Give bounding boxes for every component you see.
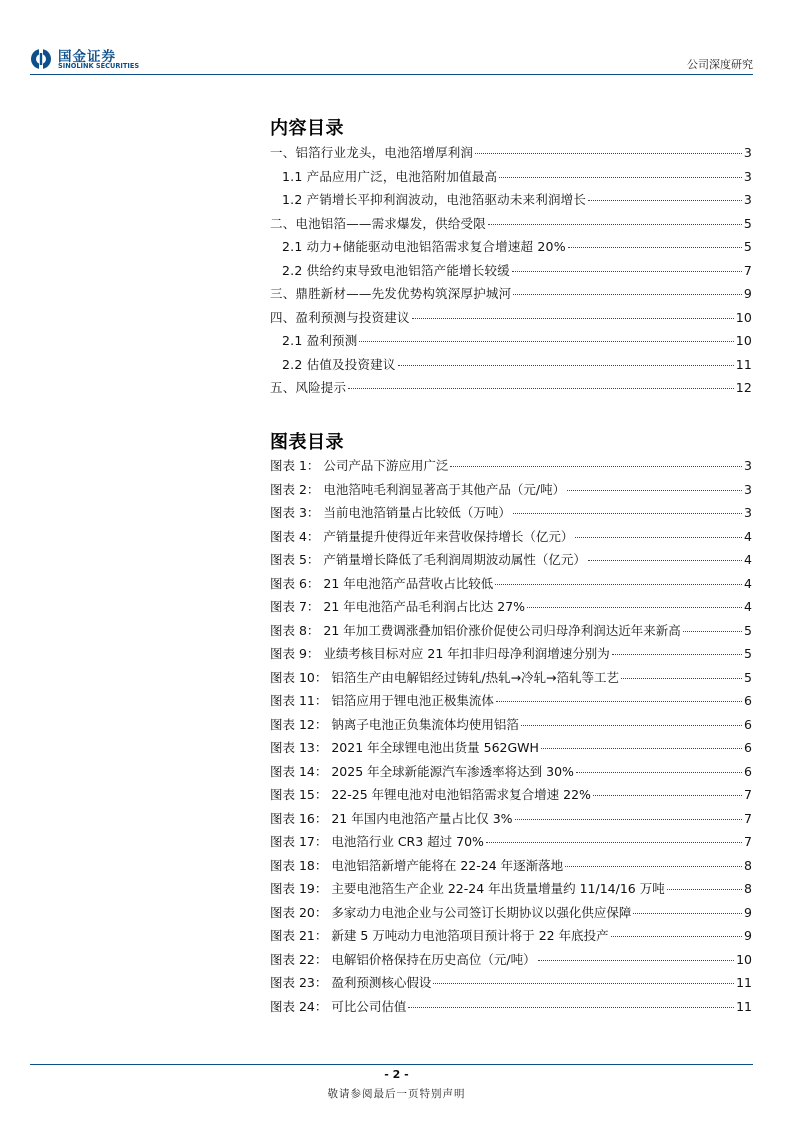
sinolink-logo-icon (30, 46, 52, 72)
figure-entry[interactable] (270, 973, 752, 997)
figure-entry-title: 图表 2： 电池箔吨毛利润显著高于其他产品（元/吨） (270, 481, 566, 497)
figure-entry-page-number: 4 (744, 552, 752, 567)
toc-entry-title: 1.2 产销增长平抑利润波动，电池箔驱动未来利润增长 (282, 192, 587, 207)
dot-leader (612, 654, 742, 655)
dot-leader (398, 365, 734, 366)
figure-entry[interactable] (270, 809, 752, 833)
toc-entry-page-number: 11 (735, 356, 752, 372)
figure-entry[interactable] (270, 621, 752, 645)
figure-entry-title: 图表 21： 新建 5 万吨动力电池箔项目预计将于 22 年底投产 (270, 928, 609, 943)
toc-entry-page-number: 10 (735, 333, 752, 348)
figure-entry-page-number: 11 (736, 975, 752, 990)
dot-leader (348, 388, 733, 389)
figure-entry-page-number: 5 (744, 622, 752, 638)
page-number: - 2 - (384, 1068, 409, 1081)
figure-entry-page-number: 6 (744, 763, 752, 779)
figure-entry[interactable] (270, 950, 752, 974)
figure-entry-page-number: 8 (744, 881, 752, 896)
toc-entry-page-number: 9 (743, 286, 752, 301)
figure-entry[interactable] (270, 997, 752, 1021)
figure-entry-title: 图表 8： 21 年加工费调涨叠加铝价涨价促使公司归母净利润达近年来新高 (270, 622, 681, 638)
dot-leader (541, 748, 742, 749)
page-header (0, 0, 793, 78)
figure-entry-page-number: 3 (744, 505, 752, 520)
figure-entry-page-number: 3 (744, 481, 752, 497)
figure-entry[interactable] (270, 503, 752, 527)
dot-leader (359, 341, 733, 342)
figure-entry[interactable] (270, 926, 752, 950)
figure-entry[interactable] (270, 879, 752, 903)
figure-entry-title: 图表 4： 产销量提升使得近年来营收保持增长（亿元） (270, 528, 574, 544)
figure-entry-title: 图表 3： 当前电池箔销量占比较低（万吨） (270, 505, 511, 520)
header-divider (30, 74, 753, 75)
toc-entry[interactable] (270, 378, 752, 402)
toc-entry[interactable] (270, 284, 752, 308)
figure-entry-page-number: 10 (736, 951, 752, 967)
dot-leader (575, 537, 742, 538)
toc-entry-page-number: 5 (743, 239, 752, 254)
toc-entry-page-number: 10 (735, 309, 752, 325)
dot-leader (512, 271, 742, 272)
figure-entry-title: 图表 22： 电解铝价格保持在历史高位（元/吨） (270, 951, 536, 967)
dot-leader (667, 889, 742, 890)
dot-leader (593, 795, 742, 796)
figure-entry[interactable] (270, 691, 752, 715)
footer-disclaimer: 敬请参阅最后一页特别声明 (327, 1088, 466, 1100)
dot-leader (513, 513, 742, 514)
toc-entry-page-number: 12 (735, 380, 752, 395)
figure-entry-title: 图表 7： 21 年电池箔产品毛利润占比达 27% (270, 599, 526, 614)
figure-entry-title: 图表 1： 公司产品下游应用广泛 (270, 458, 449, 473)
toc-entry[interactable] (270, 143, 752, 167)
dot-leader (488, 224, 742, 225)
figure-entry-title: 图表 24： 可比公司估值 (270, 998, 407, 1014)
figure-list-title: 图表目录 (270, 432, 344, 453)
figure-entry-page-number: 6 (744, 716, 752, 732)
dot-leader (412, 318, 734, 319)
toc-entry[interactable] (270, 237, 752, 261)
figure-entry-title: 图表 5： 产销量增长降低了毛利润周期波动属性（亿元） (270, 552, 586, 567)
toc-entry-page-number: 3 (743, 168, 752, 184)
figure-entry[interactable] (270, 550, 752, 574)
figure-entry-title: 图表 14： 2025 年全球新能源汽车渗透率将达到 30% (270, 763, 574, 779)
dot-leader (513, 294, 742, 295)
toc-entry-title: 三、鼎胜新材——先发优势构筑深厚护城河 (270, 286, 512, 301)
table-of-contents (270, 143, 752, 402)
dot-leader (495, 584, 742, 585)
toc-entry[interactable] (270, 167, 752, 191)
dot-leader (538, 960, 735, 961)
toc-entry[interactable] (270, 331, 752, 355)
toc-entry-title: 四、盈利预测与投资建议 (270, 309, 410, 325)
figure-entry-page-number: 9 (744, 904, 752, 920)
figure-entry-page-number: 6 (744, 693, 752, 708)
toc-entry-page-number: 5 (743, 215, 752, 231)
figure-entry-page-number: 4 (744, 528, 752, 544)
dot-leader (565, 866, 742, 867)
dot-leader (521, 725, 742, 726)
figure-entry-page-number: 7 (744, 834, 752, 849)
figure-entry-page-number: 3 (744, 458, 752, 473)
toc-entry-title: 2.2 估值及投资建议 (282, 356, 396, 372)
dot-leader (683, 631, 742, 632)
figure-entry-title: 图表 20： 多家动力电池企业与公司签订长期协议以强化供应保障 (270, 904, 632, 920)
dot-leader (433, 983, 734, 984)
figure-entry-page-number: 7 (744, 787, 752, 802)
figure-entry-page-number: 9 (744, 928, 752, 943)
toc-entry-page-number: 3 (743, 145, 752, 160)
figure-entry-page-number: 4 (744, 599, 752, 614)
toc-title: 内容目录 (270, 118, 344, 139)
figure-entry[interactable] (270, 832, 752, 856)
figure-entry-title: 图表 23： 盈利预测核心假设 (270, 975, 432, 990)
figure-entry[interactable] (270, 762, 752, 786)
figure-entry-title: 图表 15： 22-25 年锂电池对电池铝箔需求复合增速 22% (270, 787, 591, 802)
toc-entry[interactable] (270, 214, 752, 238)
figure-entry-title: 图表 11： 铝箔应用于锂电池正极集流体 (270, 693, 494, 708)
toc-entry[interactable] (270, 190, 752, 214)
figure-entry-title: 图表 19： 主要电池箔生产企业 22-24 年出货量增量约 11/14/16 万吨 (270, 881, 665, 896)
figure-entry-page-number: 8 (744, 857, 752, 873)
figure-entry-title: 图表 13： 2021 年全球锂电池出货量 562GWH (270, 740, 539, 755)
dot-leader (621, 678, 742, 679)
toc-entry-title: 1.1 产品应用广泛，电池箔附加值最高 (282, 168, 498, 184)
toc-entry[interactable] (270, 261, 752, 285)
figure-entry-page-number: 4 (744, 575, 752, 591)
dot-leader (450, 466, 742, 467)
figure-entry[interactable] (270, 527, 752, 551)
toc-entry[interactable] (270, 308, 752, 332)
toc-entry-title: 2.1 盈利预测 (282, 333, 358, 348)
figure-entry-title: 图表 9： 业绩考核目标对应 21 年扣非归母净利润增速分别为 (270, 646, 610, 661)
document-type-label: 公司深度研究 (687, 58, 753, 71)
figure-entry[interactable] (270, 785, 752, 809)
figure-entry-page-number: 7 (744, 810, 752, 826)
dot-leader (408, 1007, 734, 1008)
figure-entry[interactable] (270, 738, 752, 762)
figure-entry[interactable] (270, 856, 752, 880)
dot-leader (567, 490, 742, 491)
logo-english-name: SINOLINK SECURITIES (58, 62, 140, 70)
figure-entry[interactable] (270, 644, 752, 668)
company-logo (30, 46, 150, 74)
figure-entry[interactable] (270, 597, 752, 621)
figure-entry-title: 图表 16： 21 年国内电池箔产量占比仅 3% (270, 810, 513, 826)
figure-entry-title: 图表 10： 铝箔生产由电解铝经过铸轧/热轧→冷轧→箔轧等工艺 (270, 669, 620, 685)
dot-leader (588, 200, 742, 201)
dot-leader (527, 607, 742, 608)
footer-divider (30, 1064, 753, 1065)
logo-chinese-name: 国金证券 (58, 49, 116, 65)
dot-leader (515, 819, 743, 820)
dot-leader (611, 936, 742, 937)
dot-leader (633, 913, 742, 914)
dot-leader (588, 560, 742, 561)
dot-leader (499, 177, 742, 178)
dot-leader (486, 842, 742, 843)
dot-leader (576, 772, 742, 773)
figure-list (270, 456, 752, 1020)
toc-entry-page-number: 7 (743, 262, 752, 278)
figure-entry-page-number: 5 (744, 646, 752, 661)
toc-entry-title: 一、铝箔行业龙头，电池箔增厚利润 (270, 145, 474, 160)
figure-entry[interactable] (270, 903, 752, 927)
figure-entry[interactable] (270, 668, 752, 692)
toc-entry[interactable] (270, 355, 752, 379)
toc-entry-title: 2.1 动力+储能驱动电池铝箔需求复合增速超 20% (282, 239, 566, 254)
toc-entry-title: 二、电池铝箔——需求爆发，供给受限 (270, 215, 486, 231)
toc-entry-title: 2.2 供给约束导致电池铝箔产能增长较缓 (282, 262, 510, 278)
figure-entry-page-number: 11 (736, 998, 752, 1014)
figure-entry-title: 图表 6： 21 年电池箔产品营收占比较低 (270, 575, 494, 591)
figure-entry-title: 图表 18： 电池铝箔新增产能将在 22-24 年逐渐落地 (270, 857, 564, 873)
toc-entry-page-number: 3 (743, 192, 752, 207)
figure-entry-page-number: 6 (744, 740, 752, 755)
dot-leader (568, 247, 742, 248)
figure-entry[interactable] (270, 456, 752, 480)
figure-entry-title: 图表 12： 钠离子电池正负集流体均使用铝箔 (270, 716, 519, 732)
figure-entry-page-number: 5 (744, 669, 752, 685)
figure-entry-title: 图表 17： 电池箔行业 CR3 超过 70% (270, 834, 484, 849)
figure-entry[interactable] (270, 574, 752, 598)
dot-leader (475, 153, 742, 154)
figure-entry[interactable] (270, 715, 752, 739)
dot-leader (496, 701, 742, 702)
toc-entry-title: 五、风险提示 (270, 380, 347, 395)
figure-entry[interactable] (270, 480, 752, 504)
